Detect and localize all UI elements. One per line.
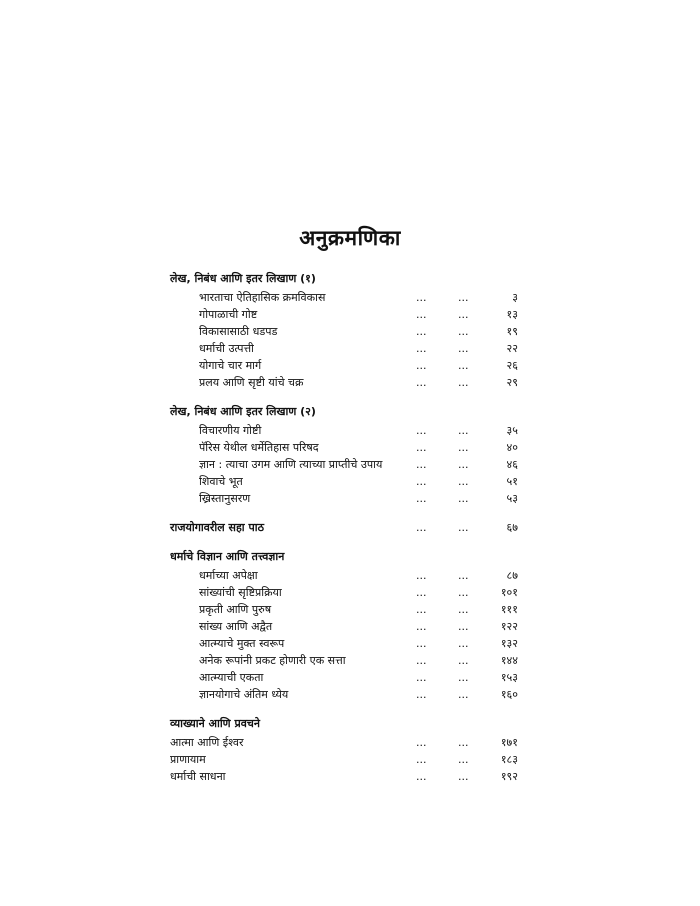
toc-section <box>170 519 518 536</box>
toc-entry[interactable] <box>170 422 518 439</box>
page-number: १०१ <box>500 586 518 599</box>
toc-section <box>170 403 518 507</box>
section-heading: लेख, निबंध आणि इतर लिखाण (१) <box>170 272 316 285</box>
toc-entry[interactable] <box>170 584 518 601</box>
leader-dots: ... <box>416 492 427 505</box>
entry-title: आत्म्याचे मुक्त स्वरूप <box>199 637 285 650</box>
toc-entry[interactable] <box>170 734 518 751</box>
toc-section <box>170 548 518 703</box>
leader-dots: ... <box>458 770 469 783</box>
toc-section <box>170 715 518 785</box>
entry-title: धर्माच्या अपेक्षा <box>199 569 258 582</box>
page-number: १११ <box>500 603 518 616</box>
leader-dots: ... <box>458 342 469 355</box>
page-number: ६७ <box>506 521 518 534</box>
page-number: ४६ <box>506 458 518 471</box>
entry-title: ख्रिस्तानुसरण <box>199 492 251 505</box>
entry-title: आत्मा आणि ईश्वर <box>170 736 244 749</box>
leader-dots: ... <box>458 521 469 534</box>
leader-dots: ... <box>416 424 427 437</box>
entry-title: सांख्य आणि अद्वैत <box>199 620 273 633</box>
entry-title: आत्म्याची एकता <box>199 671 264 684</box>
toc-entry[interactable] <box>170 751 518 768</box>
leader-dots: ... <box>416 688 427 701</box>
toc-entry[interactable] <box>170 323 518 340</box>
page-number: ३५ <box>506 424 518 437</box>
toc-entry[interactable] <box>170 490 518 507</box>
leader-dots: ... <box>416 654 427 667</box>
section-heading: लेख, निबंध आणि इतर लिखाण (२) <box>170 405 316 418</box>
leader-dots: ... <box>458 376 469 389</box>
section-heading: व्याख्याने आणि प्रवचने <box>170 717 260 730</box>
leader-dots: ... <box>458 441 469 454</box>
toc-entry[interactable] <box>170 306 518 323</box>
leader-dots: ... <box>458 475 469 488</box>
entry-title: प्रकृती आणि पुरुष <box>199 603 272 616</box>
leader-dots: ... <box>416 603 427 616</box>
page-number: १६० <box>500 688 518 701</box>
leader-dots: ... <box>458 359 469 372</box>
leader-dots: ... <box>458 603 469 616</box>
leader-dots: ... <box>416 569 427 582</box>
entry-title: विचारणीय गोष्टी <box>199 424 262 437</box>
leader-dots: ... <box>458 620 469 633</box>
toc-entry[interactable] <box>170 652 518 669</box>
toc-entry[interactable] <box>170 567 518 584</box>
leader-dots: ... <box>416 359 427 372</box>
page-number: १३२ <box>500 637 518 650</box>
toc-entry[interactable] <box>170 439 518 456</box>
page-number: ४० <box>506 441 518 454</box>
entry-title: सांख्यांची सृष्टिप्रक्रिया <box>199 586 282 599</box>
leader-dots: ... <box>416 475 427 488</box>
leader-dots: ... <box>458 671 469 684</box>
leader-dots: ... <box>458 325 469 338</box>
leader-dots: ... <box>416 671 427 684</box>
leader-dots: ... <box>416 308 427 321</box>
toc-entry[interactable] <box>170 289 518 306</box>
leader-dots: ... <box>458 569 469 582</box>
section-heading: धर्माचे विज्ञान आणि तत्त्वज्ञान <box>170 550 285 563</box>
page-number: १९२ <box>500 770 518 783</box>
entry-title: धर्माची साधना <box>170 770 226 783</box>
leader-dots: ... <box>458 654 469 667</box>
page-number: १८३ <box>500 753 518 766</box>
page-number: ५१ <box>506 475 518 488</box>
leader-dots: ... <box>416 637 427 650</box>
entry-title: पॅरिस येथील धर्मेतिहास परिषद <box>199 441 319 454</box>
toc-entry[interactable] <box>170 601 518 618</box>
page-number: २९ <box>506 376 518 389</box>
page-number: १७१ <box>500 736 518 749</box>
toc-entry[interactable] <box>170 618 518 635</box>
entry-title: धर्माची उत्पत्ती <box>199 342 254 355</box>
leader-dots: ... <box>458 291 469 304</box>
leader-dots: ... <box>458 637 469 650</box>
entry-title: ज्ञान : त्याचा उगम आणि त्याच्या प्राप्तीचे उपाय <box>199 458 383 471</box>
page-number: ५३ <box>506 492 518 505</box>
toc-entry[interactable] <box>170 374 518 391</box>
leader-dots: ... <box>458 424 469 437</box>
page-number: २२ <box>506 342 518 355</box>
toc-section <box>170 270 518 391</box>
entry-title: भारताचा ऐतिहासिक क्रमविकास <box>199 291 326 304</box>
leader-dots: ... <box>458 753 469 766</box>
entry-title: ज्ञानयोगाचे अंतिम ध्येय <box>199 688 289 701</box>
leader-dots: ... <box>458 586 469 599</box>
entry-title: विकासासाठी धडपड <box>199 325 278 338</box>
toc-entry[interactable] <box>170 357 518 374</box>
toc-entry[interactable] <box>170 686 518 703</box>
toc-entry[interactable] <box>170 768 518 785</box>
leader-dots: ... <box>416 521 427 534</box>
leader-dots: ... <box>416 586 427 599</box>
page-number: १४४ <box>500 654 518 667</box>
leader-dots: ... <box>458 458 469 471</box>
leader-dots: ... <box>458 492 469 505</box>
page-number: २६ <box>506 359 518 372</box>
leader-dots: ... <box>416 770 427 783</box>
table-of-contents <box>170 270 518 797</box>
leader-dots: ... <box>416 441 427 454</box>
page-number: १५३ <box>500 671 518 684</box>
page-number: ८७ <box>506 569 518 582</box>
leader-dots: ... <box>416 736 427 749</box>
page-number: १२२ <box>500 620 518 633</box>
toc-entry[interactable] <box>170 456 518 473</box>
leader-dots: ... <box>416 291 427 304</box>
page-number: १३ <box>506 308 518 321</box>
toc-entry[interactable] <box>170 635 518 652</box>
toc-entry[interactable] <box>170 473 518 490</box>
leader-dots: ... <box>416 458 427 471</box>
entry-title: गोपाळाची गोष्ट <box>199 308 258 321</box>
leader-dots: ... <box>458 308 469 321</box>
page-number: १९ <box>506 325 518 338</box>
leader-dots: ... <box>416 325 427 338</box>
entry-title: शिवाचे भूत <box>199 475 243 488</box>
toc-entry[interactable] <box>170 669 518 686</box>
leader-dots: ... <box>416 620 427 633</box>
page-title: अनुक्रमणिका <box>299 226 401 250</box>
entry-title: राजयोगावरील सहा पाठ <box>170 521 264 534</box>
entry-title: योगाचे चार मार्ग <box>199 359 262 372</box>
leader-dots: ... <box>458 736 469 749</box>
entry-title: प्रलय आणि सृष्टी यांचे चक्र <box>199 376 304 389</box>
leader-dots: ... <box>416 342 427 355</box>
page-number: ३ <box>512 291 518 304</box>
leader-dots: ... <box>458 688 469 701</box>
toc-entry[interactable] <box>170 519 518 536</box>
toc-entry[interactable] <box>170 340 518 357</box>
leader-dots: ... <box>416 376 427 389</box>
entry-title: अनेक रूपांनी प्रकट होणारी एक सत्ता <box>199 654 346 667</box>
leader-dots: ... <box>416 753 427 766</box>
entry-title: प्राणायाम <box>170 753 206 766</box>
